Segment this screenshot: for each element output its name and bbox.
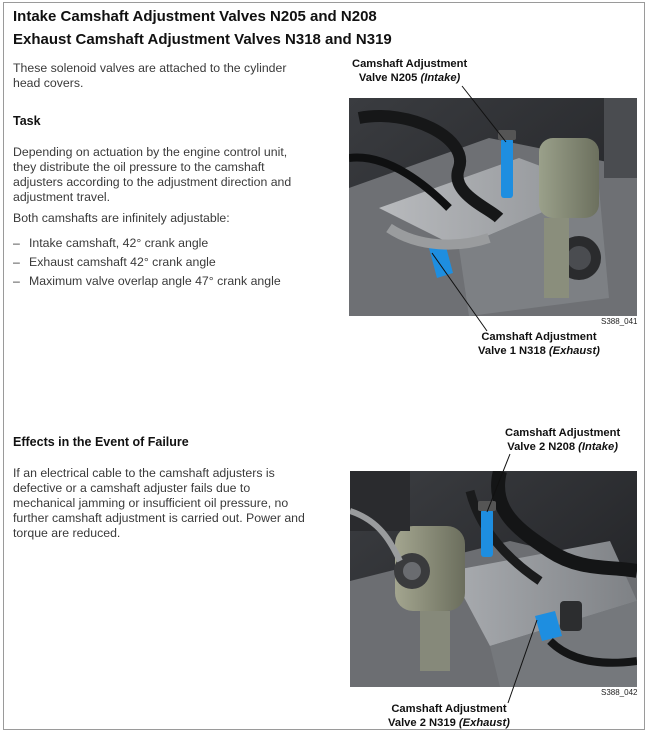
list-item: – Intake camshaft, 42° crank angle: [13, 236, 323, 251]
engine-photo-1: [349, 98, 637, 316]
figure-2-code: S388_042: [601, 688, 638, 697]
figure-1-code: S388_041: [601, 317, 638, 326]
task-heading: Task: [13, 114, 41, 128]
callout-n208-line-2: [505, 440, 620, 454]
failure-paragraph: If an electrical cable to the camshaft adjusters is defective or a camshaft adjuster fails due to mechanical jamming or insufficient oil pressure, no further camshaft adjustment is carried out. Power and torque are reduced.: [13, 466, 305, 540]
callout-n318: [478, 330, 600, 358]
callout-n319: [388, 702, 510, 730]
task-paragraph: Depending on actuation by the engine control unit, they distribute the oil pressure to the camshaft adjusters according to the adjustment direction and adjustment travel.: [13, 145, 292, 204]
page-title-line-1: Intake Camshaft Adjustment Valves N205 and N208: [13, 8, 377, 25]
intro-paragraph: These solenoid valves are attached to the cylinder head covers.: [13, 61, 287, 90]
callout-n318-line-1: Camshaft Adjustment: [481, 331, 597, 343]
task-paragraph-2: Both camshafts are infinitely adjustable:: [13, 211, 230, 225]
list-item: – Maximum valve overlap angle 47° crank angle: [13, 274, 323, 289]
page-title-line-2: Exhaust Camshaft Adjustment Valves N318 and N319: [13, 31, 392, 48]
callout-n208: [505, 426, 620, 454]
callout-n319-line-1: Camshaft Adjustment: [391, 703, 507, 715]
callout-n208-type: (Intake): [578, 441, 618, 453]
failure-heading: Effects in the Event of Failure: [13, 435, 189, 449]
callout-n319-type: (Exhaust): [458, 717, 510, 729]
callout-n205-type: (Intake): [420, 72, 461, 84]
callout-n205-line-2: [352, 71, 467, 85]
callout-n205: [352, 57, 467, 85]
callout-n318-line-2: [478, 344, 600, 358]
engine-photo-1-illustration: [349, 98, 637, 316]
callout-n318-valve: Valve 1 N318: [478, 345, 549, 357]
engine-photo-2-illustration: [350, 471, 637, 687]
task-bullet-list: [13, 236, 323, 293]
callout-n208-valve: Valve 2 N208: [507, 441, 579, 453]
list-item: – Exhaust camshaft 42° crank angle: [13, 255, 323, 270]
callout-n205-line-1: Camshaft Adjustment: [352, 58, 468, 70]
engine-photo-2: [350, 471, 637, 687]
callout-n319-valve: Valve 2 N319: [388, 717, 459, 729]
callout-n205-valve: Valve N205: [358, 72, 421, 84]
callout-n319-line-2: [388, 716, 510, 730]
callout-n208-line-1: Camshaft Adjustment: [505, 427, 621, 439]
callout-n318-type: (Exhaust): [548, 345, 600, 357]
